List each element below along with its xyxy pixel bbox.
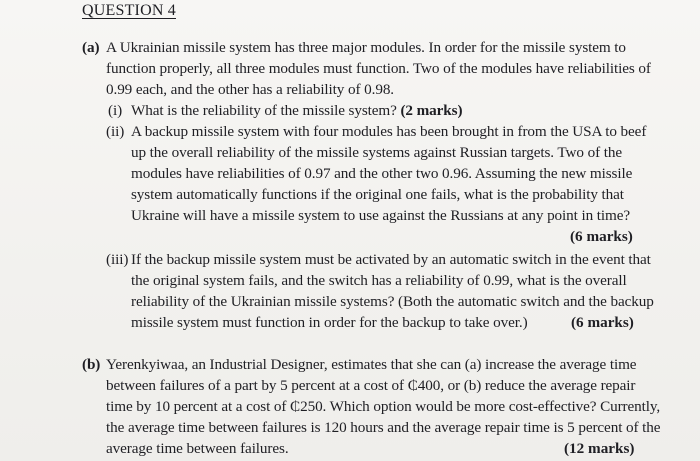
part-a-iii-line-1: If the backup missile system must be activated by an automatic switch in the event that bbox=[131, 251, 651, 268]
part-b-label: (b) bbox=[82, 356, 101, 373]
part-a-i-label: (i) bbox=[108, 102, 123, 119]
part-b-line-3: time by 10 percent at a cost of ₵250. Which option would be more cost-effective? Currently, bbox=[106, 398, 661, 415]
part-a-i-text bbox=[131, 101, 462, 120]
part-b-line-1: Yerenkyiwaa, an Industrial Designer, estimates that she can (a) increase the average time bbox=[106, 356, 637, 373]
part-b-line-2: between failures of a part by 5 percent at a cost of ₵400, or (b) reduce the average repair bbox=[106, 377, 636, 394]
part-a-i-marks: (2 marks) bbox=[400, 102, 463, 119]
part-a-line-2: function properly, all three modules must function. Two of the modules have reliabilities of bbox=[106, 60, 651, 77]
part-a-iii-marks: (6 marks) bbox=[571, 314, 634, 331]
part-a-iii-line-4: missile system must function in order for the backup to take over.) bbox=[131, 314, 528, 331]
part-a-i-question: What is the reliability of the missile system? bbox=[131, 102, 397, 119]
part-a-ii-line-3: modules have reliabilities of 0.97 and the other two 0.96. Assuming the new missile bbox=[131, 165, 633, 182]
part-a-ii-marks: (6 marks) bbox=[570, 228, 633, 245]
part-a-ii-line-2: up the overall reliability of the missile systems against Russian targets. Two of the bbox=[131, 144, 622, 161]
part-a-iii-label: (iii) bbox=[106, 251, 129, 268]
part-b-line-5: average time between failures. bbox=[106, 440, 289, 457]
part-a-iii-line-2: the original system fails, and the switch has a reliability of 0.99, what is the overall bbox=[131, 272, 627, 289]
part-a-ii-line-5: Ukraine will have a missile system to use against the Russians at any point in time? bbox=[131, 207, 631, 224]
part-a-ii-line-4: system automatically functions if the original one fails, what is the probability that bbox=[131, 186, 624, 203]
question-heading: QUESTION 4 bbox=[82, 2, 176, 19]
part-a-iii-line-3: reliability of the Ukrainian missile systems? (Both the automatic switch and the backup bbox=[131, 293, 654, 310]
part-a-label: (a) bbox=[82, 39, 100, 56]
part-a-line-1: A Ukrainian missile system has three major modules. In order for the missile system to bbox=[106, 39, 626, 56]
part-a-ii-line-1: A backup missile system with four modules has been brought in from the USA to beef bbox=[131, 123, 647, 140]
part-b-line-4: the average time between failures is 120 hours and the average repair time is 5 percent of the bbox=[106, 419, 661, 436]
part-b-marks: (12 marks) bbox=[564, 440, 635, 457]
part-a-line-3: 0.99 each, and the other has a reliability of 0.98. bbox=[106, 81, 395, 98]
part-a-ii-label: (ii) bbox=[106, 123, 125, 140]
